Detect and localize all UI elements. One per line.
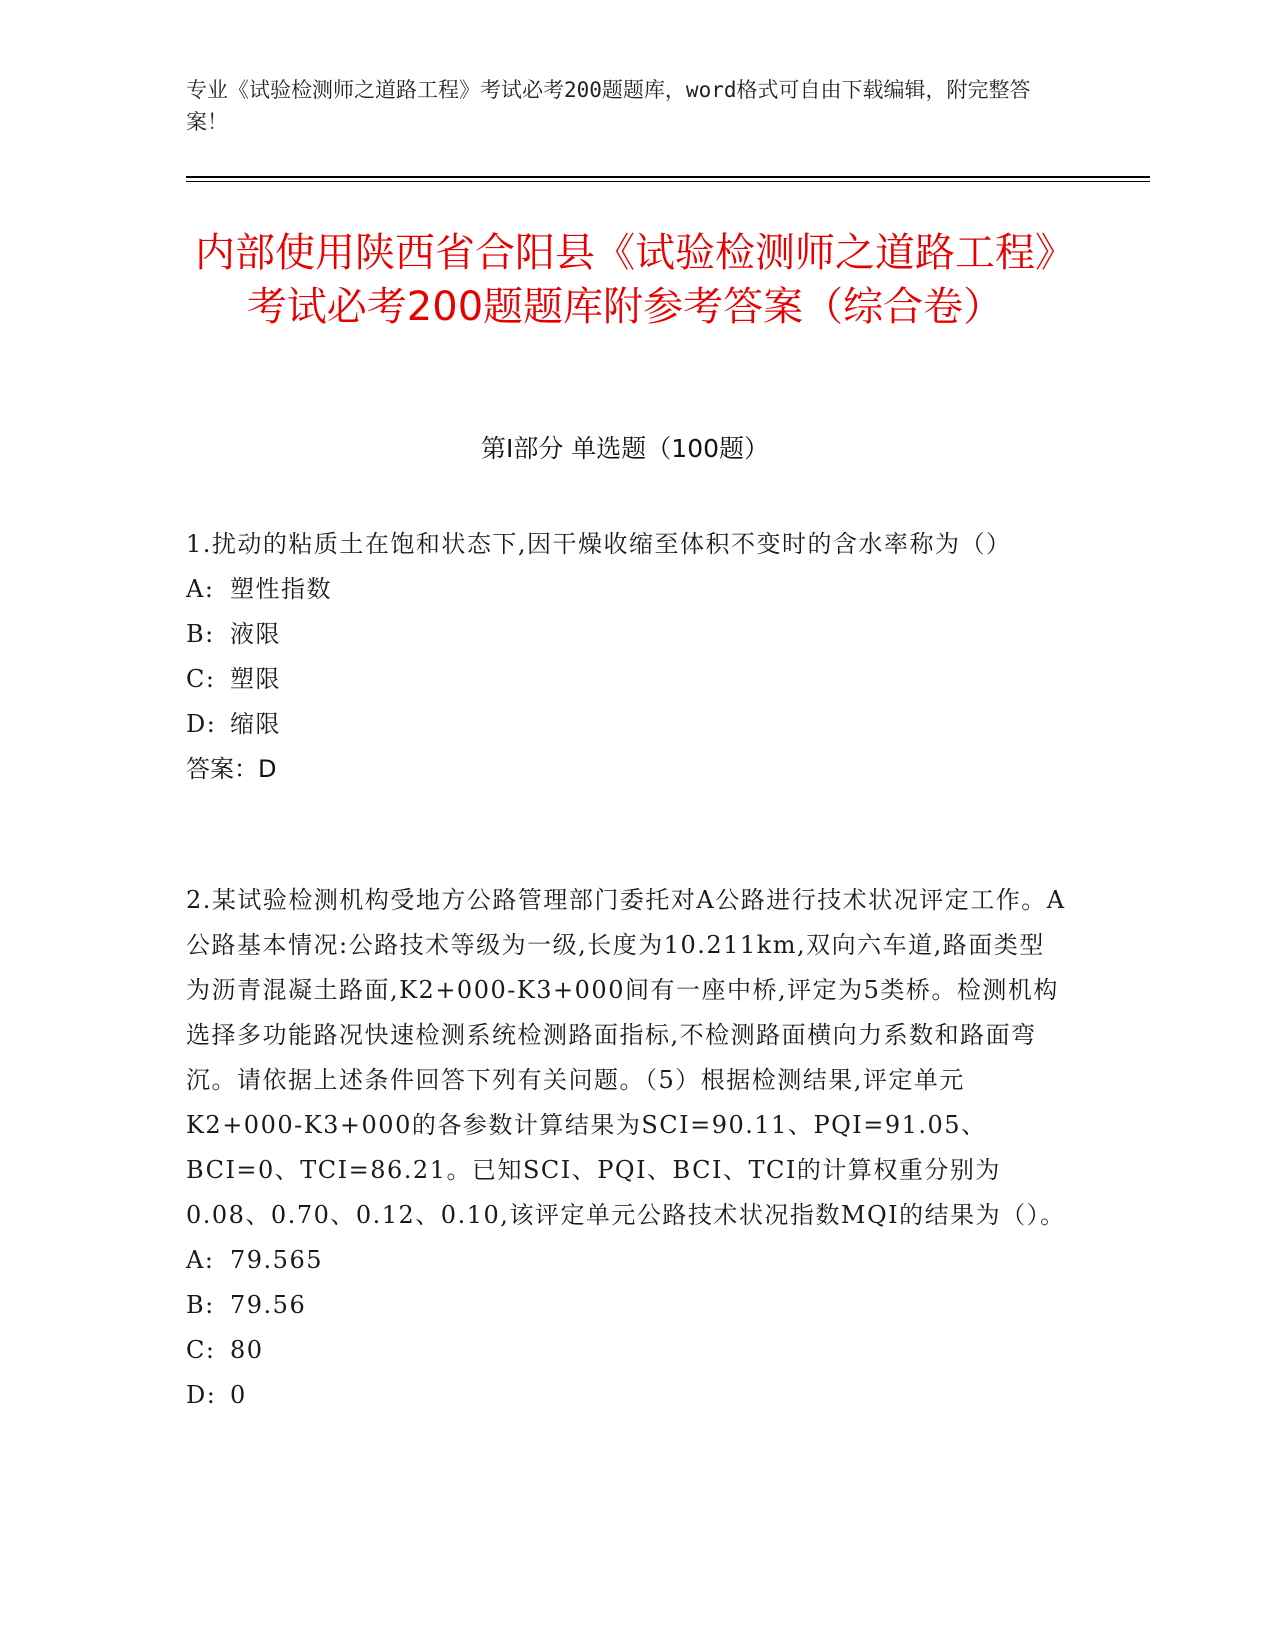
option-text: 塑限	[230, 665, 281, 693]
section-title: 第I部分 单选题（100题）	[480, 434, 770, 463]
option-text: 0	[230, 1381, 247, 1409]
option-text: 塑性指数	[230, 575, 332, 603]
option-d	[186, 1373, 1066, 1418]
option-c	[186, 1328, 1066, 1373]
option-text: 缩限	[230, 710, 281, 738]
option-letter: C:	[186, 665, 216, 693]
question-2	[186, 878, 1066, 1418]
option-letter: D:	[186, 1381, 217, 1409]
option-text: 79.565	[230, 1246, 323, 1274]
option-letter: D:	[186, 710, 217, 738]
question-stem: 1.扰动的粘质土在饱和状态下,因干燥收缩至体积不变时的含水率称为（）	[186, 530, 1012, 558]
question-stem: 2.某试验检测机构受地方公路管理部门委托对A公路进行技术状况评定工作。A公路基本情况:公路技术等级为一级,长度为10.211km,双向六车道,路面类型为沥青混凝土路面,K2+000-K3+000间有一座中桥,评定为5类桥。检测机构选择多功能路况快速检测系统检测路面指标,不检测路面横向力系数和路面弯沉。请依据上述条件回答下列有关问题。（5）根据检测结果,评定单元K2+000-K3+000的各参数计算结果为SCI=90.11、PQI=91.05、BCI=0、TCI=86.21。已知SCI、PQI、BCI、TCI的计算权重分别为0.08、0.70、0.12、0.10,该评定单元公路技术状况指数MQI的结果为（）。	[186, 886, 1066, 1229]
option-a	[186, 567, 1066, 612]
option-letter: C:	[186, 1336, 216, 1364]
option-a	[186, 1238, 1066, 1283]
answer-line: 答案：D	[186, 755, 277, 783]
option-text: 80	[230, 1336, 264, 1364]
option-letter: A:	[186, 1246, 215, 1274]
header-note: 专业《试验检测师之道路工程》考试必考200题题库，word格式可自由下载编辑，附完整答案！	[186, 78, 1031, 134]
option-letter: B:	[186, 1291, 215, 1319]
option-c	[186, 657, 1066, 702]
option-d	[186, 702, 1066, 747]
header-divider-thin	[186, 181, 1150, 182]
document-title: 内部使用陕西省合阳县《试验检测师之道路工程》考试必考200题题库附参考答案（综合卷）	[195, 230, 1055, 330]
question-1	[186, 522, 1066, 792]
option-b	[186, 1283, 1066, 1328]
option-letter: A:	[186, 575, 215, 603]
option-text: 液限	[230, 620, 281, 648]
option-b	[186, 612, 1066, 657]
option-letter: B:	[186, 620, 215, 648]
option-text: 79.56	[230, 1291, 307, 1319]
header-divider-thick	[186, 176, 1150, 178]
